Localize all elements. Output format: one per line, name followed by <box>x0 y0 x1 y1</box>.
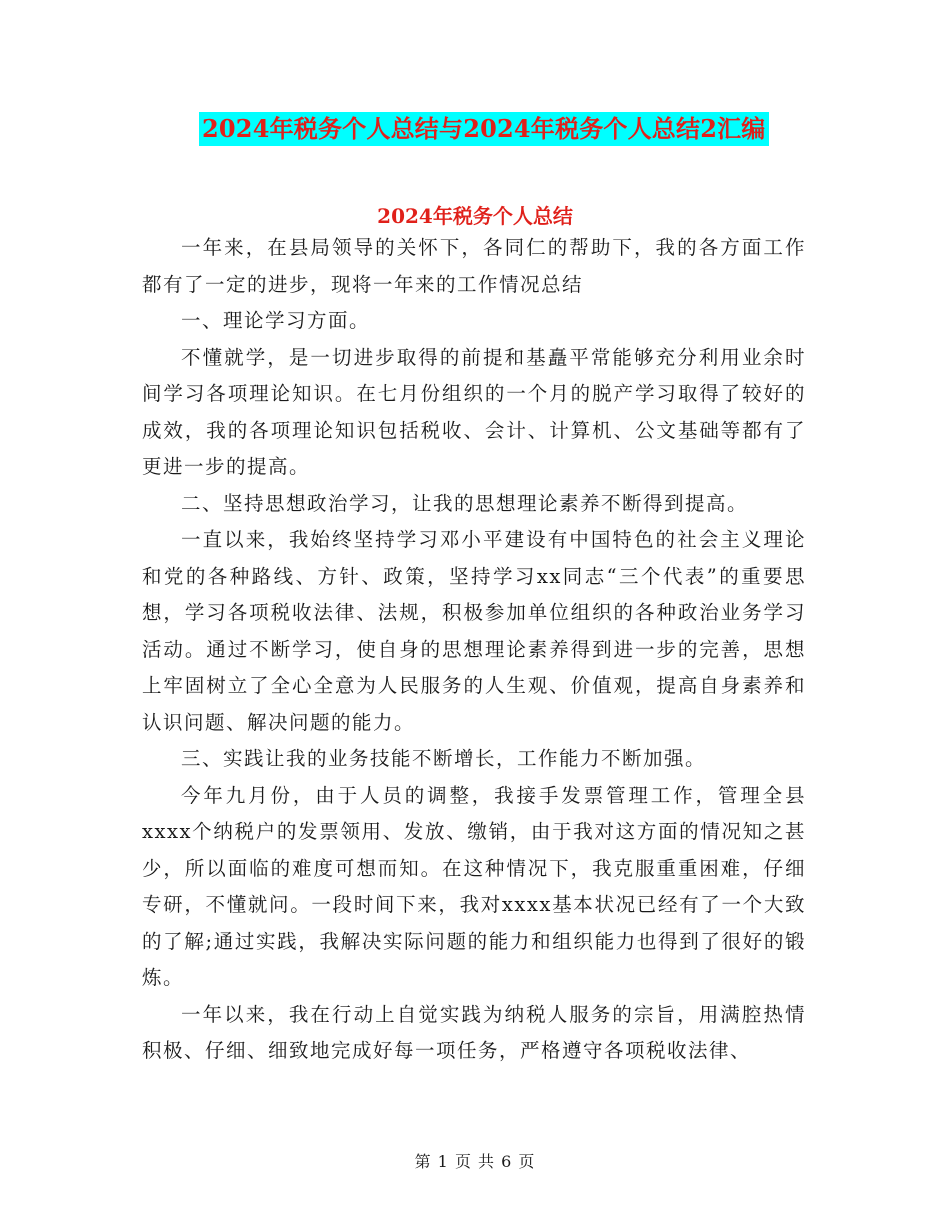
paragraph: 一年来，在县局领导的关怀下，各同仁的帮助下，我的各方面工作都有了一定的进步，现将一年来的工作情况总结 <box>142 236 806 296</box>
paragraph: 二、坚持思想政治学习，让我的思想理论素养不断得到提高。 <box>181 491 749 515</box>
document-body <box>142 230 806 1070</box>
paragraph: 一、理论学习方面。 <box>181 309 371 332</box>
paragraph: 一直以来，我始终坚持学习邓小平建设有中国特色的社会主义理论和党的各种路线、方针、政策，坚持学习xx同志“三个代表”的重要思想，学习各项税收法律、法规，积极参加单位组织的各种政治业务学习活动。通过不断学习，使自身的思想理论素养得到进一步的完善，思想上牢固树立了全心全意为人民服务的人生观、价值观，提高自身素养和认识问题、解决问题的能力。 <box>142 528 806 734</box>
section-title: 2024年税务个人总结 <box>377 204 573 228</box>
page-footer: 第 1 页 共 6 页 <box>414 1152 536 1171</box>
paragraph: 三、实践让我的业务技能不断增长，工作能力不断加强。 <box>181 747 707 770</box>
paragraph: 不懂就学，是一切进步取得的前提和基矗平常能够充分利用业余时间学习各项理论知识。在七月份组织的一个月的脱产学习取得了较好的成效，我的各项理论知识包括税收、会计、计算机、公文基础等都有了更进一步的提高。 <box>142 345 806 478</box>
paragraph: 一年以来，我在行动上自觉实践为纳税人服务的宗旨，用满腔热情积极、仔细、细致地完成好每一项任务，严格遵守各项税收法律、 <box>142 1002 806 1062</box>
paragraph: 今年九月份，由于人员的调整，我接手发票管理工作，管理全县xxxx个纳税户的发票领用、发放、缴销，由于我对这方面的情况知之甚少，所以面临的难度可想而知。在这种情况下，我克服重重困难，仔细专研，不懂就问。一段时间下来，我对xxxx基本状况已经有了一个大致的了解;通过实践，我解决实际问题的能力和组织能力也得到了很好的锻炼。 <box>142 783 806 989</box>
document-title: 2024年税务个人总结与2024年税务个人总结2汇编 <box>199 112 769 146</box>
